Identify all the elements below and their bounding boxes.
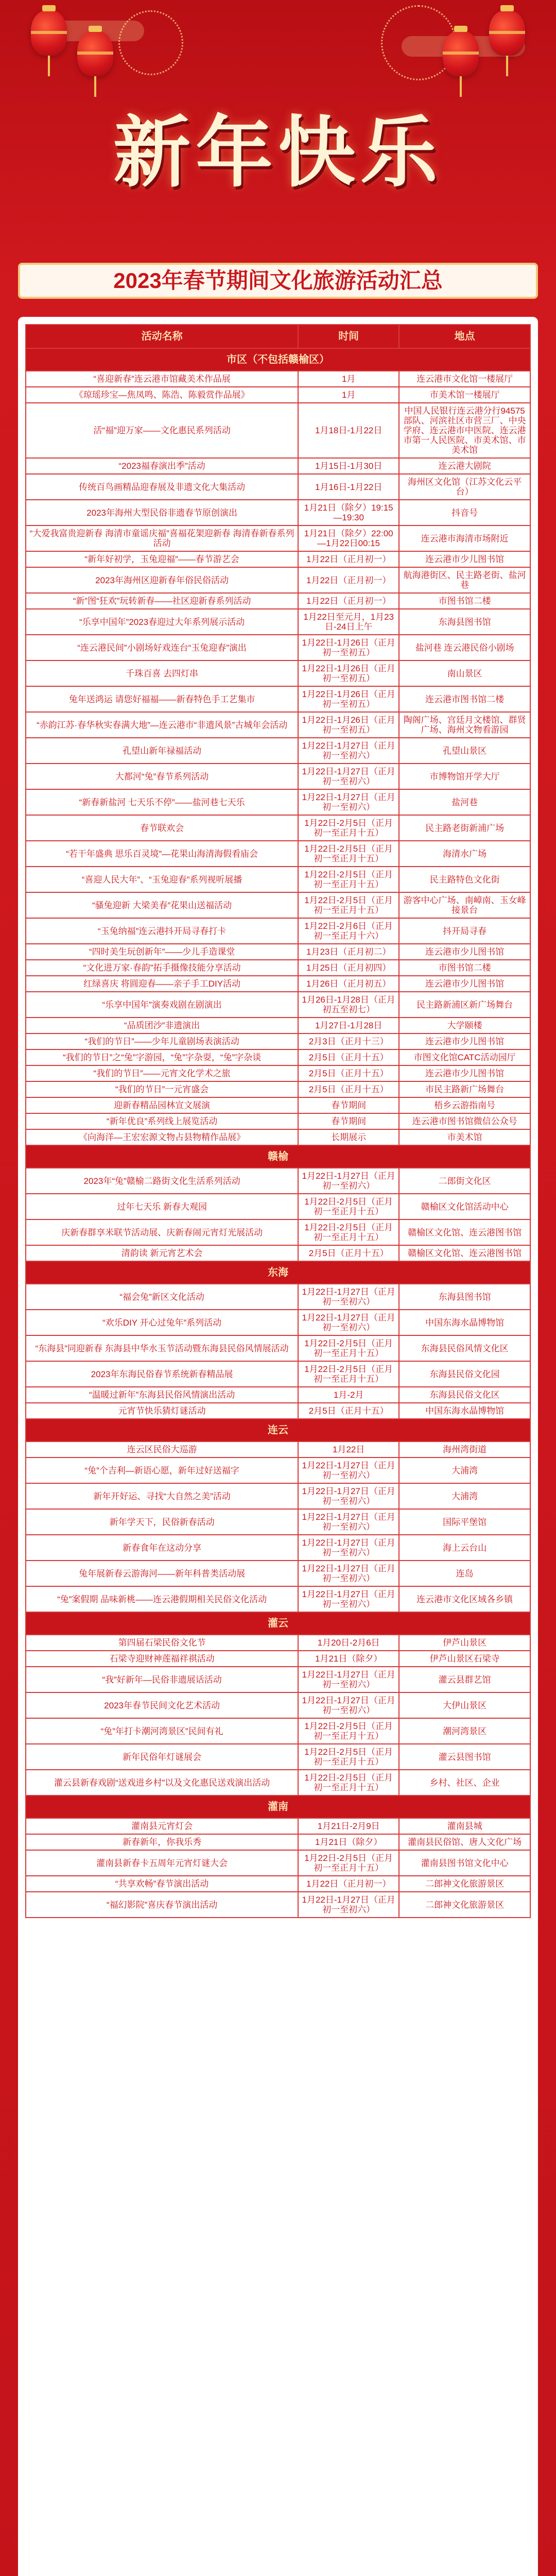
- table-row: [26, 635, 530, 660]
- table-row: [26, 609, 530, 635]
- activity-location-cell: 东海县图书馆: [399, 1284, 530, 1310]
- table-row: [26, 474, 530, 500]
- lantern-icon: [489, 10, 525, 56]
- activity-name-cell: “福会兔”新区文化活动: [26, 1284, 298, 1310]
- activity-time-cell: 1月22日-2月5日（正月初一至正月十五）: [298, 892, 399, 918]
- activity-name-cell: 孔望山新年禄福活动: [26, 738, 298, 764]
- table-row: [26, 1403, 530, 1419]
- activity-name-cell: 兔年送鸿运 请您好福福——新春特色手工艺集市: [26, 686, 298, 712]
- activity-name-cell: 元宵节快乐猜灯谜活动: [26, 1403, 298, 1419]
- table-row: [26, 1168, 530, 1194]
- table-row: [26, 1113, 530, 1129]
- activity-name-cell: “温暖过新年”东海县民俗风情演出活动: [26, 1387, 298, 1403]
- table-row: [26, 815, 530, 841]
- activity-time-cell: 1月22日-1月27日（正月初一至初六）: [298, 1667, 399, 1692]
- table-row: [26, 1651, 530, 1667]
- table-body: [26, 348, 530, 1918]
- activity-time-cell: 1月22日-1月27日（正月初一至初六）: [298, 764, 399, 789]
- activity-time-cell: 1月22日-1月27日（正月初一至初六）: [298, 1586, 399, 1612]
- table-row: [26, 403, 530, 458]
- section-header-row: [26, 1795, 530, 1818]
- activity-location-cell: 抖音号: [399, 500, 530, 526]
- activity-name-cell: “我”好新年—民俗非遗展话活动: [26, 1667, 298, 1692]
- activity-location-cell: 连云港市图书馆二楼: [399, 686, 530, 712]
- activity-location-cell: 连云港市少儿图书馆: [399, 1033, 530, 1049]
- activity-location-cell: 梧乡云游指南号: [399, 1097, 530, 1113]
- activity-time-cell: 2月5日（正月十五）: [298, 1065, 399, 1081]
- activity-time-cell: 1月22日-1月26日（正月初一至初五）: [298, 635, 399, 660]
- activity-time-cell: 1月22日-2月5日（正月初一至正月十五）: [298, 867, 399, 892]
- activity-name-cell: “新”图“狂欢”玩转新春——社区迎新春系列活动: [26, 593, 298, 609]
- activity-name-cell: 春节联欢会: [26, 815, 298, 841]
- table-row: [26, 526, 530, 551]
- activity-time-cell: 1月22日-1月26日（正月初一至初五）: [298, 660, 399, 686]
- table-row: [26, 1667, 530, 1692]
- activity-location-cell: 灌南县民俗馆、唐人文化广场: [399, 1834, 530, 1850]
- table-row: [26, 1284, 530, 1310]
- activity-name-cell: 灌南县元宵灯会: [26, 1818, 298, 1834]
- activity-name-cell: “兔”个吉利—新语心愿，新年过好送福字: [26, 1458, 298, 1483]
- section-title: 市区（不包括赣榆区）: [26, 348, 530, 371]
- table-row: [26, 1744, 530, 1770]
- activity-name-cell: 庆新春群享米联节活动展、庆新春闹元宵灯光展活动: [26, 1219, 298, 1245]
- activity-name-cell: 红绿喜庆 将圆迎春——亲子手工DIY活动: [26, 976, 298, 992]
- activity-time-cell: 1月22日-1月27日（正月初一至初六）: [298, 1458, 399, 1483]
- activity-time-cell: 1月22日-1月27日（正月初一至初六）: [298, 1284, 399, 1310]
- table-row: [26, 1442, 530, 1458]
- activity-location-cell: 乡村、社区、企业: [399, 1770, 530, 1795]
- activity-location-cell: 灌南县图书馆文化中心: [399, 1850, 530, 1876]
- column-header: 地点: [399, 325, 530, 348]
- activity-name-cell: 迎新春精品园林宣文展演: [26, 1097, 298, 1113]
- activity-name-cell: “文化进万家·春韵”拓手摄像技能分享活动: [26, 960, 298, 976]
- table-row: [26, 1834, 530, 1850]
- activity-location-cell: 东海县民俗风情文化区: [399, 1335, 530, 1361]
- activity-location-cell: 连云港市文化馆一楼展厅: [399, 371, 530, 387]
- activity-name-cell: 新年民俗年灯谜展会: [26, 1744, 298, 1770]
- activity-location-cell: 连云港市文化区域各乡镇: [399, 1586, 530, 1612]
- table-row: [26, 1081, 530, 1097]
- table-row: [26, 1850, 530, 1876]
- section-header-row: [26, 1419, 530, 1442]
- activity-time-cell: 1月22日-1月27日（正月初一至初六）: [298, 1483, 399, 1509]
- activity-time-cell: 1月22日（正月初一）: [298, 1876, 399, 1892]
- table-row: [26, 764, 530, 789]
- activity-time-cell: 1月26日（正月初五）: [298, 976, 399, 992]
- activity-location-cell: 灌云县图书馆: [399, 1744, 530, 1770]
- table-row: [26, 1033, 530, 1049]
- table-row: [26, 1892, 530, 1918]
- table-row: [26, 960, 530, 976]
- table-row: [26, 1361, 530, 1387]
- table-row: [26, 1561, 530, 1586]
- table-row: [26, 551, 530, 567]
- activity-name-cell: 连云区民俗大巡游: [26, 1442, 298, 1458]
- table-row: [26, 1219, 530, 1245]
- activity-name-cell: 2023年春节民间文化艺术活动: [26, 1692, 298, 1718]
- table-row: [26, 1458, 530, 1483]
- activity-time-cell: 1月22日（正月初一）: [298, 551, 399, 567]
- page-title: 2023年春节期间文化旅游活动汇总: [18, 263, 538, 299]
- activity-time-cell: 1月22日（正月初一）: [298, 593, 399, 609]
- activity-location-cell: 民主路老街新浦广场: [399, 815, 530, 841]
- activity-time-cell: 1月21日（除夕）: [298, 1651, 399, 1667]
- activity-location-cell: 连云港市少儿图书馆: [399, 551, 530, 567]
- activity-name-cell: “欢乐DIY 开心过兔年”系列活动: [26, 1310, 298, 1335]
- activity-location-cell: 连云港市少儿图书馆: [399, 976, 530, 992]
- activity-name-cell: 《向海洋—王宏宏源文物占县物精作品展》: [26, 1129, 298, 1145]
- activity-name-cell: “我们的节日”一元宵盛会: [26, 1081, 298, 1097]
- activity-time-cell: 1月22日-1月27日（正月初一至初六）: [298, 1535, 399, 1561]
- lantern-icon: [31, 10, 67, 56]
- activity-name-cell: “我们的节日”之“兔”字游园，“兔”字杂耍，“兔”字杂谈: [26, 1049, 298, 1065]
- activity-location-cell: 连云港大剧院: [399, 458, 530, 474]
- activity-location-cell: 市图书馆二楼: [399, 960, 530, 976]
- activity-location-cell: 赣榆区文化馆活动中心: [399, 1194, 530, 1219]
- activity-name-cell: 大都河“兔”春节系列活动: [26, 764, 298, 789]
- activity-location-cell: 二郎神文化旅游景区: [399, 1892, 530, 1918]
- activity-location-cell: 赣榆区文化馆、连云港图书馆: [399, 1219, 530, 1245]
- firework-icon: [118, 10, 183, 75]
- activity-name-cell: “福幻影院”喜庆春节演出活动: [26, 1892, 298, 1918]
- activity-name-cell: 石梁寺迎财神莲福祥祺活动: [26, 1651, 298, 1667]
- activity-name-cell: 新春食年在这动分享: [26, 1535, 298, 1561]
- activity-time-cell: 1月22日-2月6日（正月初一至正月十六）: [298, 918, 399, 944]
- activity-name-cell: “新春新盐河 七天乐不停”——盐河巷七天乐: [26, 789, 298, 815]
- activity-location-cell: 中国东海水晶博物馆: [399, 1310, 530, 1335]
- table-row: [26, 789, 530, 815]
- activity-time-cell: 2月5日（正月十五）: [298, 1049, 399, 1065]
- activity-time-cell: 1月22日-1月27日（正月初一至初六）: [298, 738, 399, 764]
- activity-location-cell: 国际平堡馆: [399, 1509, 530, 1535]
- table-row: [26, 1718, 530, 1744]
- activity-name-cell: “新年好初学，玉兔迎福”——春节游艺会: [26, 551, 298, 567]
- activity-name-cell: 新年学天下，民俗新春活动: [26, 1509, 298, 1535]
- activity-name-cell: “2023福春演出季”活动: [26, 458, 298, 474]
- activity-location-cell: 航海港街区、民主路老街、盐河巷: [399, 567, 530, 593]
- table-row: [26, 660, 530, 686]
- activity-name-cell: “品质团沙”非遗演出: [26, 1018, 298, 1033]
- activity-location-cell: 市博物馆开学大厅: [399, 764, 530, 789]
- activity-name-cell: “赤韵江苏·春华秋实春满大地”—连云港市“非遗风景”古城年会活动: [26, 712, 298, 738]
- table-row: [26, 944, 530, 960]
- activity-time-cell: 长期展示: [298, 1129, 399, 1145]
- activity-time-cell: 1月22日-1月27日（正月初一至初六）: [298, 1692, 399, 1718]
- table-row: [26, 1483, 530, 1509]
- activity-time-cell: 春节期间: [298, 1097, 399, 1113]
- activity-name-cell: “新年优良”系列线上展览活动: [26, 1113, 298, 1129]
- activity-location-cell: 二郎神文化旅游景区: [399, 1876, 530, 1892]
- activity-name-cell: “四时美生玩创新年”——少儿手造课堂: [26, 944, 298, 960]
- table-header-row: [26, 325, 530, 348]
- table-row: [26, 387, 530, 403]
- table-row: [26, 992, 530, 1018]
- table-row: [26, 1194, 530, 1219]
- activity-name-cell: “兔”案假期 品味新桃——连云港假期相关民俗文化活动: [26, 1586, 298, 1612]
- activity-location-cell: 连云港市海清市场附近: [399, 526, 530, 551]
- table-row: [26, 712, 530, 738]
- activity-name-cell: 活“福”迎万家——文化惠民系列活动: [26, 403, 298, 458]
- activity-time-cell: 1月22日-2月5日（正月初一至正月十五）: [298, 1361, 399, 1387]
- table-row: [26, 458, 530, 474]
- activity-location-cell: 潮河湾景区: [399, 1718, 530, 1744]
- activity-time-cell: 2月3日（正月十三）: [298, 1033, 399, 1049]
- activity-name-cell: 第四届石梁民俗文化节: [26, 1635, 298, 1651]
- activity-table-card: [18, 317, 538, 2576]
- section-title: 东海: [26, 1261, 530, 1284]
- section-header-row: [26, 1145, 530, 1168]
- activity-name-cell: 清韵读 新元宵艺术会: [26, 1245, 298, 1261]
- section-title: 灌云: [26, 1612, 530, 1635]
- activity-location-cell: 伊芦山景区石梁寺: [399, 1651, 530, 1667]
- activity-location-cell: 陶阁广场、宫廷月文楼馆、群贤广场、海州文物看游园: [399, 712, 530, 738]
- activity-name-cell: 2023年“兔”赣榆二路街文化生活系列活动: [26, 1168, 298, 1194]
- activity-time-cell: 1月22日-2月5日（正月初一至正月十五）: [298, 1219, 399, 1245]
- activity-location-cell: 市图书馆二楼: [399, 593, 530, 609]
- activity-location-cell: 大浦湾: [399, 1458, 530, 1483]
- activity-location-cell: 市美术馆: [399, 1129, 530, 1145]
- table-row: [26, 1818, 530, 1834]
- activity-location-cell: 海清水广场: [399, 841, 530, 867]
- column-header: 活动名称: [26, 325, 298, 348]
- activity-name-cell: 灌云县新春戏剧“送戏进乡村”以及文化惠民送戏演出活动: [26, 1770, 298, 1795]
- activity-time-cell: 1月22日-1月27日（正月初一至初六）: [298, 1561, 399, 1586]
- activity-location-cell: 民主路特色文化街: [399, 867, 530, 892]
- table-row: [26, 1635, 530, 1651]
- activity-time-cell: 1月23日（正月初二）: [298, 944, 399, 960]
- table-row: [26, 1586, 530, 1612]
- table-row: [26, 1310, 530, 1335]
- activity-name-cell: 《琼瑶珍宝—焦凤鸣、陈浩、陈毅赏作品展》: [26, 387, 298, 403]
- table-row: [26, 1097, 530, 1113]
- table-row: [26, 1065, 530, 1081]
- activity-name-cell: “若干年盛典 思乐百灵境”—花果山海清海假看庙会: [26, 841, 298, 867]
- column-header: 时间: [298, 325, 399, 348]
- activity-location-cell: 海州湾街道: [399, 1442, 530, 1458]
- lantern-icon: [443, 31, 479, 76]
- activity-name-cell: “连云港民间”小剧场好戏连台“玉兔迎春”演出: [26, 635, 298, 660]
- table-row: [26, 1535, 530, 1561]
- activity-time-cell: 2月5日（正月十五）: [298, 1245, 399, 1261]
- activity-location-cell: 灌云县群艺馆: [399, 1667, 530, 1692]
- activity-name-cell: “东海县”同迎新春 东海县中华水玉节活动暨东海县民俗风情展活动: [26, 1335, 298, 1361]
- activity-time-cell: 1月22日-2月5日（正月初一至正月十五）: [298, 1850, 399, 1876]
- activity-location-cell: 二郎街文化区: [399, 1168, 530, 1194]
- activity-time-cell: 1月-2月: [298, 1387, 399, 1403]
- section-title: 赣榆: [26, 1145, 530, 1168]
- activity-table: [25, 324, 531, 1918]
- activity-name-cell: 2023年海州区迎新春年俗民俗活动: [26, 567, 298, 593]
- activity-location-cell: 海州区文化馆（江苏文化云平台）: [399, 474, 530, 500]
- activity-time-cell: 1月21日（除夕）22:00—1月22日00:15: [298, 526, 399, 551]
- activity-time-cell: 1月21日-2月9日: [298, 1818, 399, 1834]
- activity-time-cell: 1月21日（除夕）19:15—19:30: [298, 500, 399, 526]
- activity-time-cell: 1月16日-1月22日: [298, 474, 399, 500]
- activity-name-cell: 2023年东海民俗春节系统新春精品展: [26, 1361, 298, 1387]
- activity-time-cell: 1月22日-1月27日（正月初一至初六）: [298, 789, 399, 815]
- table-row: [26, 593, 530, 609]
- activity-location-cell: 孔望山景区: [399, 738, 530, 764]
- table-row: [26, 1770, 530, 1795]
- table-row: [26, 686, 530, 712]
- table-row: [26, 1129, 530, 1145]
- table-row: [26, 371, 530, 387]
- activity-location-cell: 赣榆区文化馆、连云港图书馆: [399, 1245, 530, 1261]
- activity-location-cell: 连云港市少儿图书馆: [399, 1065, 530, 1081]
- activity-time-cell: 1月: [298, 371, 399, 387]
- activity-time-cell: 1月22日-2月5日（正月初一至正月十五）: [298, 1194, 399, 1219]
- table-row: [26, 738, 530, 764]
- activity-location-cell: 游客中心广场、南嶂南、玉女峰接景台: [399, 892, 530, 918]
- table-row: [26, 1335, 530, 1361]
- activity-time-cell: 2月5日（正月十五）: [298, 1403, 399, 1419]
- section-header-row: [26, 348, 530, 371]
- activity-name-cell: 新春新年，你我乐秀: [26, 1834, 298, 1850]
- table-row: [26, 1018, 530, 1033]
- activity-name-cell: 新年开好运、寻找“大自然之美”活动: [26, 1483, 298, 1509]
- activity-time-cell: 1月22日-2月5日（正月初一至正月十五）: [298, 1718, 399, 1744]
- activity-time-cell: 1月22日至元月，1月23日-24日上午: [298, 609, 399, 635]
- activity-location-cell: 连云港市少儿图书馆: [399, 944, 530, 960]
- activity-time-cell: 1月22日-2月5日（正月初一至正月十五）: [298, 841, 399, 867]
- activity-time-cell: 1月20日-2月6日: [298, 1635, 399, 1651]
- activity-name-cell: “兔”年打卡潮河湾景区”民间有礼: [26, 1718, 298, 1744]
- activity-location-cell: 大伊山景区: [399, 1692, 530, 1718]
- activity-time-cell: 1月15日-1月30日: [298, 458, 399, 474]
- activity-location-cell: 盐河巷: [399, 789, 530, 815]
- activity-location-cell: 盐河巷 连云港民俗小剧场: [399, 635, 530, 660]
- activity-location-cell: 南山景区: [399, 660, 530, 686]
- activity-time-cell: 1月22日-1月27日（正月初一至初六）: [298, 1168, 399, 1194]
- lantern-icon: [77, 31, 113, 76]
- activity-name-cell: 千珠百喜 去四灯串: [26, 660, 298, 686]
- activity-name-cell: “喜迎人民大年”、“玉兔迎春”系列视听展播: [26, 867, 298, 892]
- table-row: [26, 1245, 530, 1261]
- table-row: [26, 1876, 530, 1892]
- activity-name-cell: “共享欢畅”春节演出活动: [26, 1876, 298, 1892]
- activity-location-cell: 东海县民俗文化区: [399, 1387, 530, 1403]
- section-header-row: [26, 1612, 530, 1635]
- activity-name-cell: “我们的节日”——少年儿童剧场表演活动: [26, 1033, 298, 1049]
- table-row: [26, 567, 530, 593]
- activity-name-cell: 兔年展新春云游海河——新年科普类活动展: [26, 1561, 298, 1586]
- table-row: [26, 892, 530, 918]
- activity-name-cell: “乐享中国年”演奏戏剧在剧演出: [26, 992, 298, 1018]
- activity-time-cell: 1月26日-1月28日（正月初五至初七）: [298, 992, 399, 1018]
- activity-time-cell: 1月22日-2月5日（正月初一至正月十五）: [298, 815, 399, 841]
- activity-location-cell: 民主路新浦区新广场舞台: [399, 992, 530, 1018]
- activity-time-cell: 1月22日-1月27日（正月初一至初六）: [298, 1509, 399, 1535]
- activity-location-cell: 市美术馆一楼展厅: [399, 387, 530, 403]
- table-row: [26, 1387, 530, 1403]
- activity-name-cell: “乐享中国年”2023春迎过大年系列展示活动: [26, 609, 298, 635]
- section-header-row: [26, 1261, 530, 1284]
- section-title: 连云: [26, 1419, 530, 1442]
- activity-time-cell: 春节期间: [298, 1113, 399, 1129]
- activity-location-cell: 大浦湾: [399, 1483, 530, 1509]
- activity-time-cell: 1月22日-1月26日（正月初一至初五）: [298, 686, 399, 712]
- table-row: [26, 918, 530, 944]
- activity-time-cell: 1月22日-2月5日（正月初一至正月十五）: [298, 1770, 399, 1795]
- activity-location-cell: 伊芦山景区: [399, 1635, 530, 1651]
- table-row: [26, 500, 530, 526]
- activity-name-cell: 灌南县新春卡五周年元宵灯谜大会: [26, 1850, 298, 1876]
- activity-location-cell: 东海县图书馆: [399, 609, 530, 635]
- activity-time-cell: 1月21日（除夕）: [298, 1834, 399, 1850]
- activity-location-cell: 中国人民银行连云港分行94575部队、河滨社区市营三厂、中央学府、连云港市中医院、连云港市第一人民医院、市美术馆、市美术馆: [399, 403, 530, 458]
- activity-location-cell: 东海县民俗文化园: [399, 1361, 530, 1387]
- activity-name-cell: “大爱我富贵迎新春 海清市童谣庆福”喜福花架迎新春 海清春新春系列活动: [26, 526, 298, 551]
- activity-location-cell: 市图文化馆CATC活动园厅: [399, 1049, 530, 1065]
- activity-name-cell: “玉兔纳福”连云港抖开局寻春打卡: [26, 918, 298, 944]
- activity-time-cell: 1月25日（正月初四）: [298, 960, 399, 976]
- table-row: [26, 841, 530, 867]
- activity-name-cell: 2023年海州大型民俗非遗春节原创演出: [26, 500, 298, 526]
- table-row: [26, 976, 530, 992]
- table-row: [26, 867, 530, 892]
- activity-time-cell: 1月22日-2月5日（正月初一至正月十五）: [298, 1335, 399, 1361]
- activity-time-cell: 1月22日-1月26日（正月初一至初五）: [298, 712, 399, 738]
- activity-time-cell: 1月22日（正月初一）: [298, 567, 399, 593]
- activity-location-cell: 抖开局寻春: [399, 918, 530, 944]
- activity-name-cell: “骚兔迎新 大梁美春”花果山送福活动: [26, 892, 298, 918]
- activity-location-cell: 海上云台山: [399, 1535, 530, 1561]
- activity-time-cell: 1月22日-2月5日（正月初一至正月十五）: [298, 1744, 399, 1770]
- activity-location-cell: 连岛: [399, 1561, 530, 1586]
- activity-name-cell: 过年七天乐 新春大观园: [26, 1194, 298, 1219]
- activity-time-cell: 1月18日-1月22日: [298, 403, 399, 458]
- activity-name-cell: “喜迎新春”连云港市馆藏美术作品展: [26, 371, 298, 387]
- activity-location-cell: 市民主路新广场舞台: [399, 1081, 530, 1097]
- activity-name-cell: 传统百鸟画精品迎春展及非遗文化大集活动: [26, 474, 298, 500]
- activity-time-cell: 1月22日-1月27日（正月初一至初六）: [298, 1892, 399, 1918]
- activity-location-cell: 中国东海水晶博物馆: [399, 1403, 530, 1419]
- activity-location-cell: 连云港市图书馆微信公众号: [399, 1113, 530, 1129]
- activity-time-cell: 1月27日-1月28日: [298, 1018, 399, 1033]
- table-row: [26, 1049, 530, 1065]
- section-title: 灌南: [26, 1795, 530, 1818]
- activity-time-cell: 1月22日-1月27日（正月初一至初六）: [298, 1310, 399, 1335]
- activity-location-cell: 灌南县城: [399, 1818, 530, 1834]
- table-row: [26, 1692, 530, 1718]
- activity-name-cell: “我们的节日”——元宵文化学术之旅: [26, 1065, 298, 1081]
- activity-time-cell: 2月5日（正月十五）: [298, 1081, 399, 1097]
- activity-time-cell: 1月22日: [298, 1442, 399, 1458]
- activity-time-cell: 1月: [298, 387, 399, 403]
- activity-location-cell: 大学颐楼: [399, 1018, 530, 1033]
- table-row: [26, 1509, 530, 1535]
- new-year-title-art: 新年快乐: [113, 107, 443, 198]
